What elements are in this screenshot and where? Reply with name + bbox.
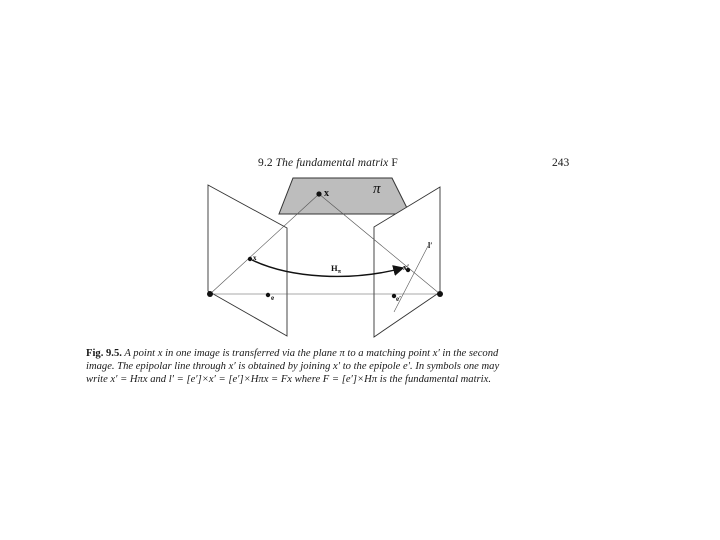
page-number: 243 bbox=[552, 157, 570, 169]
figure-caption bbox=[86, 347, 574, 386]
transferred-point-label: x′ bbox=[403, 263, 410, 272]
right-epipole-label: e′ bbox=[396, 295, 402, 303]
point-x-label: x bbox=[324, 188, 329, 199]
plane-label: π bbox=[373, 181, 381, 197]
left-epipole bbox=[266, 293, 270, 297]
homography-label: $H_\pi$ bbox=[331, 263, 341, 275]
caption-line-1 bbox=[86, 347, 574, 360]
left-image-point bbox=[248, 257, 252, 261]
caption-line-3: write x′ = Hπx and l′ = [e′]×x′ = [e′]×Hπx = Fx where F = [e′]×Hπ is the fundamental matrix. bbox=[86, 374, 491, 385]
caption-lead: Fig. 9.5. bbox=[86, 348, 122, 359]
section-symbol: F bbox=[391, 157, 398, 169]
caption-line-1-text: A point x in one image is transferred via the plane π to a matching point x′ in the second bbox=[124, 348, 499, 359]
image-point-label: x bbox=[253, 254, 257, 262]
left-camera-center bbox=[207, 291, 213, 297]
left-epipole-label: e bbox=[271, 294, 275, 302]
scene-plane bbox=[279, 178, 410, 214]
caption-line-2: image. The epipolar line through x′ is obtained by joining x′ to the epipole e′. In symbols one may bbox=[86, 361, 500, 372]
section-title: The fundamental matrix bbox=[275, 157, 389, 169]
right-camera-center bbox=[437, 291, 443, 297]
section-number: 9.2 bbox=[258, 157, 273, 169]
scene-point-x bbox=[316, 191, 321, 196]
left-image-plane bbox=[208, 185, 287, 336]
epipolar-line-label: l′ bbox=[428, 241, 433, 250]
